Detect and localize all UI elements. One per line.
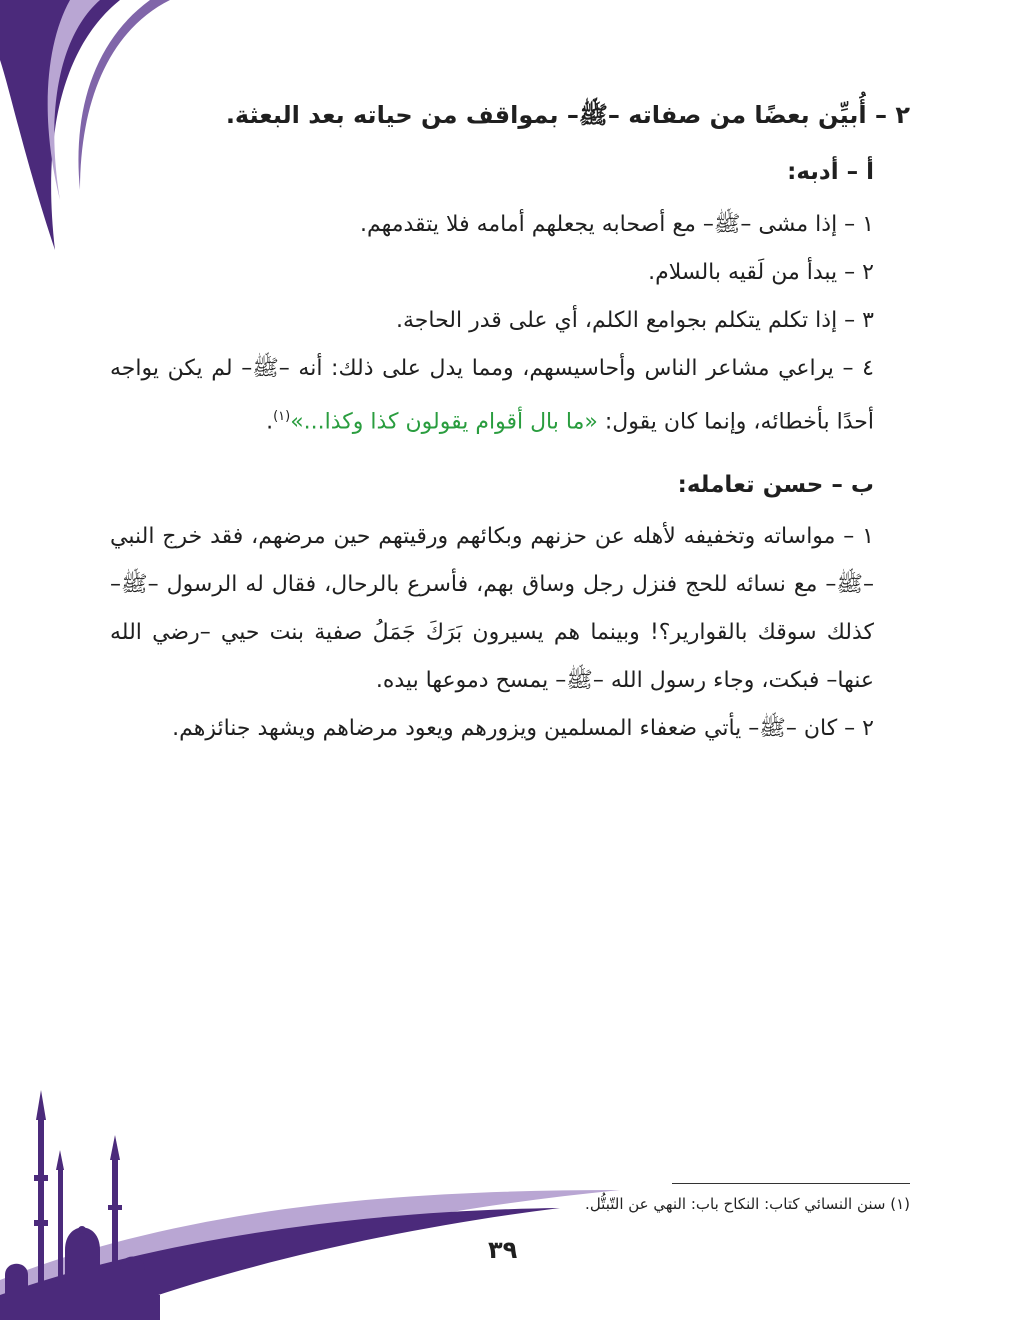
list-item: ١ – إذا مشى –ﷺ– مع أصحابه يجعلهم أمامه فلا يتقدمهم. bbox=[359, 212, 874, 238]
husn-list bbox=[110, 513, 910, 753]
item-end: . bbox=[266, 409, 274, 435]
list-item: ٢ – يبدأ من لَقيه بالسلام. bbox=[648, 260, 874, 286]
lesson-heading: ٢ – أُبيِّن بعضًا من صفاته –ﷺ– بمواقف من حياته بعد البعثة. bbox=[225, 101, 910, 129]
list-item: ٢ – كان –ﷺ– يأتي ضعفاء المسلمين ويزورهم ويعود مرضاهم ويشهد جنائزهم. bbox=[172, 716, 874, 742]
list-item: ٣ – إذا تكلم يتكلم بجوامع الكلم، أي على قدر الحاجة. bbox=[396, 308, 874, 334]
item-text: ٤ – يراعي مشاعر الناس وأحاسيسهم، ومما يدل على ذلك: أنه –ﷺ– لم يكن يواجه أحدًا بأخطائه، وإنما كان يقول: bbox=[110, 356, 874, 435]
hadith-quote: «ما بال أقوام يقولون كذا وكذا...» bbox=[290, 409, 598, 435]
mosque-silhouette-decoration bbox=[0, 1080, 620, 1320]
section-title-husn: ب – حسن تعامله: bbox=[677, 471, 874, 498]
footnote-ref: (١) bbox=[273, 409, 291, 425]
list-item: ١ – مواساته وتخفيفه لأهله عن حزنهم وبكائهم ورقيتهم حين مرضهم، فقد خرج النبي –ﷺ– مع نسائه للحج فنزل رجل وساق بهم، فأسرع بالرحال، فقال له الرسول –ﷺ– كذلك سوقك بالقوارير؟! وبينما هم يسيرون بَرَكَ جَمَلُ صفية بنت حيي –رضي الله عنها– فبكت، وجاء رسول الله –ﷺ– يمسح دموعها بيده. bbox=[110, 524, 874, 694]
page-number: ٣٩ bbox=[488, 1236, 518, 1264]
footnote: (١) سنن النسائي كتاب: النكاح باب: النهي عن التّبتُّل. bbox=[585, 1195, 910, 1213]
footnote-divider bbox=[672, 1183, 910, 1184]
adab-list bbox=[110, 201, 910, 446]
page-content bbox=[110, 96, 910, 753]
section-title-adab: أ – أدبه: bbox=[787, 159, 874, 186]
list-item bbox=[110, 345, 874, 446]
